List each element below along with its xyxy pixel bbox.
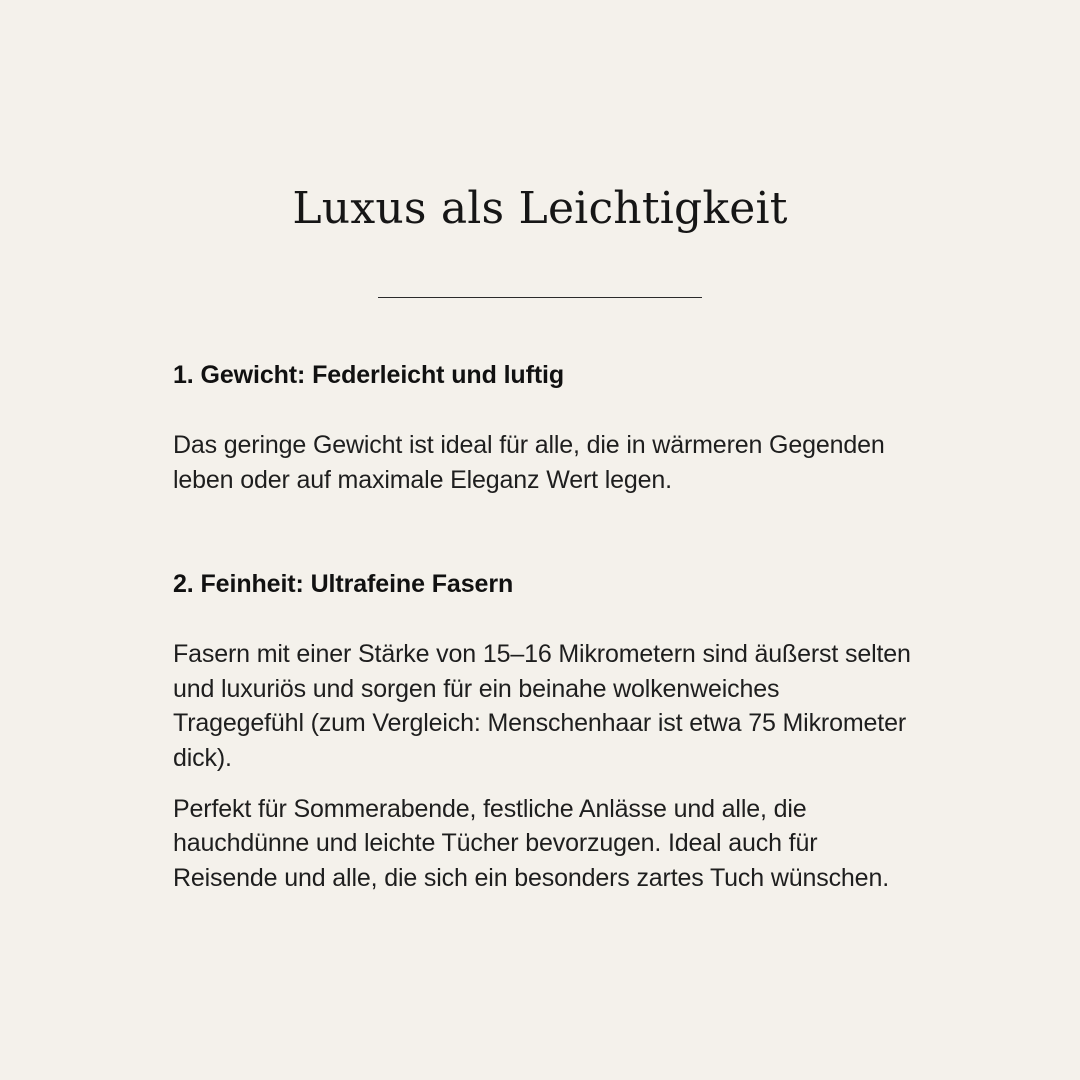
section-paragraph-fineness-usage: Perfekt für Sommerabende, festliche Anlässe und alle, die hauchdünne und leichte Tücher bevorzugen. Ideal auch für Reisende und alle, die sich ein besonders zartes Tuch wünschen. [173,794,889,892]
section-weight [173,355,913,497]
title-divider [378,297,702,298]
section-paragraph-fineness-fibers: Fasern mit einer Stärke von 15–16 Mikrometern sind äußerst selten und luxuriös und sorgen für ein beinahe wolkenweiches Tragegefühl (zum Vergleich: Menschenhaar ist etwa 75 Mikrometer dick). [173,640,911,772]
section-paragraph-weight: Das geringe Gewicht ist ideal für alle, die in wärmeren Gegenden leben oder auf maximale Eleganz Wert legen. [173,431,885,494]
section-heading-weight: 1. Gewicht: Federleicht und luftig [173,361,565,389]
content [173,355,913,895]
page-title: Luxus als Leichtigkeit [292,183,788,234]
section-fineness [173,564,913,895]
section-heading-fineness: 2. Feinheit: Ultrafeine Fasern [173,570,514,599]
